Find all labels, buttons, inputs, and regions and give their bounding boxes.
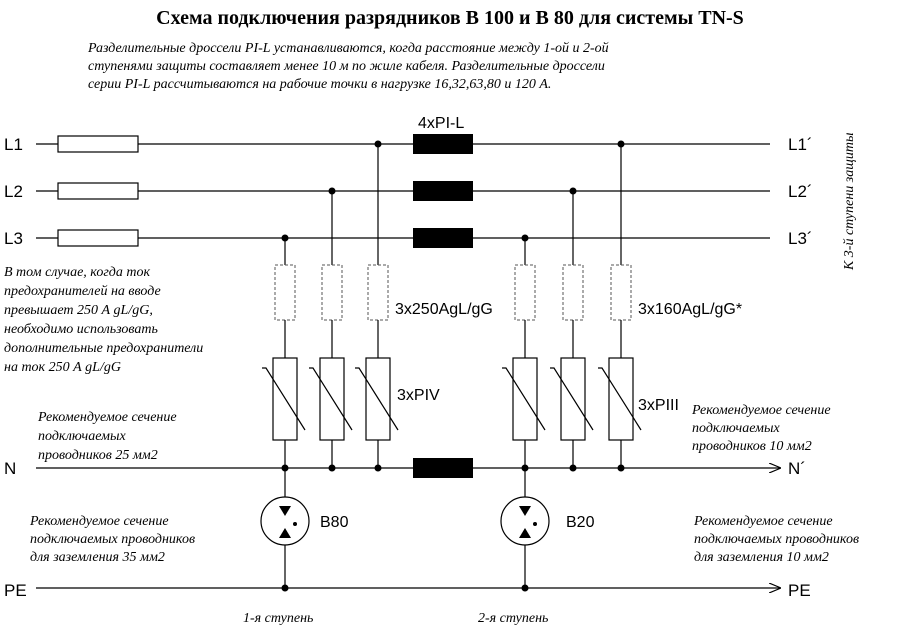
optional-fuse-2b: [563, 265, 583, 320]
svg-text:превышает 250 А gL/gG,: превышает 250 А gL/gG,: [4, 303, 153, 318]
intro-line-2: ступенями защиты составляет менее 10 м по жиле кабеля. Разделительные дроссели: [88, 59, 605, 74]
diagram-title: Схема подключения разрядников В 100 и В 80 для системы TN-S: [156, 7, 744, 29]
intro-line-3: серии PI-L рассчитываются на рабочие точки в нагрузке 16,32,63,80 и 120 А.: [88, 77, 552, 92]
choke-l2: [413, 181, 473, 201]
svg-text:необходимо использовать: необходимо использовать: [4, 322, 158, 337]
stage2-varistor-label: 3xPIII: [638, 397, 679, 414]
stage1-pe-note: [29, 514, 195, 565]
svg-text:проводников 10 мм2: проводников 10 мм2: [692, 439, 812, 454]
chokes-label: 4xPI-L: [418, 115, 465, 132]
line-label-l2: L2: [4, 182, 23, 201]
choke-l3: [413, 228, 473, 248]
fuse-l3: [58, 230, 138, 246]
svg-text:проводников 25 мм2: проводников 25 мм2: [38, 448, 158, 463]
side-note-third-stage: К 3-й ступени защиты: [842, 132, 857, 270]
fuse-l1: [58, 136, 138, 152]
line-label-l3: L3: [4, 229, 23, 248]
varistor-2c: [598, 358, 641, 440]
stage1-label: 1-я ступень: [243, 611, 314, 626]
stage2-arrester-label: B20: [566, 514, 595, 531]
stage2-n-note: [691, 403, 831, 454]
svg-text:Рекомендуемое сечение: Рекомендуемое сечение: [38, 410, 177, 425]
svg-text:для заземления 10 мм2: для заземления 10 мм2: [694, 550, 829, 565]
left-fuse-note: [4, 265, 203, 375]
stage2-fuse-label: 3x160AgL/gG*: [638, 301, 743, 318]
svg-text:подключаемых проводников: подключаемых проводников: [30, 532, 196, 547]
optional-fuse-1b: [322, 265, 342, 320]
line-label-l1: L1: [4, 135, 23, 154]
varistor-2a: [502, 358, 545, 440]
varistor-1b: [309, 358, 352, 440]
optional-fuse-1a: [275, 265, 295, 320]
input-fuses: [58, 136, 138, 246]
svg-text:В том случае, когда ток: В том случае, когда ток: [4, 265, 151, 280]
stage2-pe-note: [693, 514, 859, 565]
line-label-n: N: [4, 459, 17, 478]
varistor-1a: [262, 358, 305, 440]
stage1-arrester-label: B80: [320, 514, 349, 531]
stage2-label: 2-я ступень: [478, 611, 549, 626]
svg-text:подключаемых: подключаемых: [692, 421, 780, 436]
svg-text:подключаемых проводников: подключаемых проводников: [694, 532, 860, 547]
varistor-2b: [550, 358, 593, 440]
line-label-l3-out: L3´: [788, 229, 813, 248]
stage1-n-note: [37, 410, 177, 463]
optional-fuse-2a: [515, 265, 535, 320]
phase-bus-lines: [36, 144, 770, 238]
svg-text:на ток 250 А gL/gG: на ток 250 А gL/gG: [4, 360, 121, 375]
line-label-pe: PE: [4, 581, 27, 600]
stage1-fuse-label: 3x250AgL/gG: [395, 301, 493, 318]
line-label-n-out: N´: [788, 459, 806, 478]
optional-fuse-1c: [368, 265, 388, 320]
fuse-l2: [58, 183, 138, 199]
line-label-l2-out: L2´: [788, 182, 813, 201]
line-label-pe-out: PE: [788, 581, 811, 600]
optional-fuse-2c: [611, 265, 631, 320]
choke-n: [413, 458, 473, 478]
choke-l1: [413, 134, 473, 154]
svg-text:дополнительные предохранители: дополнительные предохранители: [4, 341, 204, 356]
svg-text:предохранителей на вводе: предохранителей на вводе: [4, 284, 161, 299]
varistor-1c: [355, 358, 398, 440]
line-label-l1-out: L1´: [788, 135, 813, 154]
svg-text:для заземления 35 мм2: для заземления 35 мм2: [30, 550, 165, 565]
svg-text:Рекомендуемое сечение: Рекомендуемое сечение: [30, 514, 169, 529]
svg-text:Рекомендуемое сечение: Рекомендуемое сечение: [692, 403, 831, 418]
intro-line-1: Разделительные дроссели PI-L устанавливаются, когда расстояние между 1-ой и 2-ой: [88, 41, 609, 56]
stage1-varistor-label: 3xPIV: [397, 387, 440, 404]
svg-text:подключаемых: подключаемых: [38, 429, 126, 444]
svg-text:Рекомендуемое сечение: Рекомендуемое сечение: [694, 514, 833, 529]
